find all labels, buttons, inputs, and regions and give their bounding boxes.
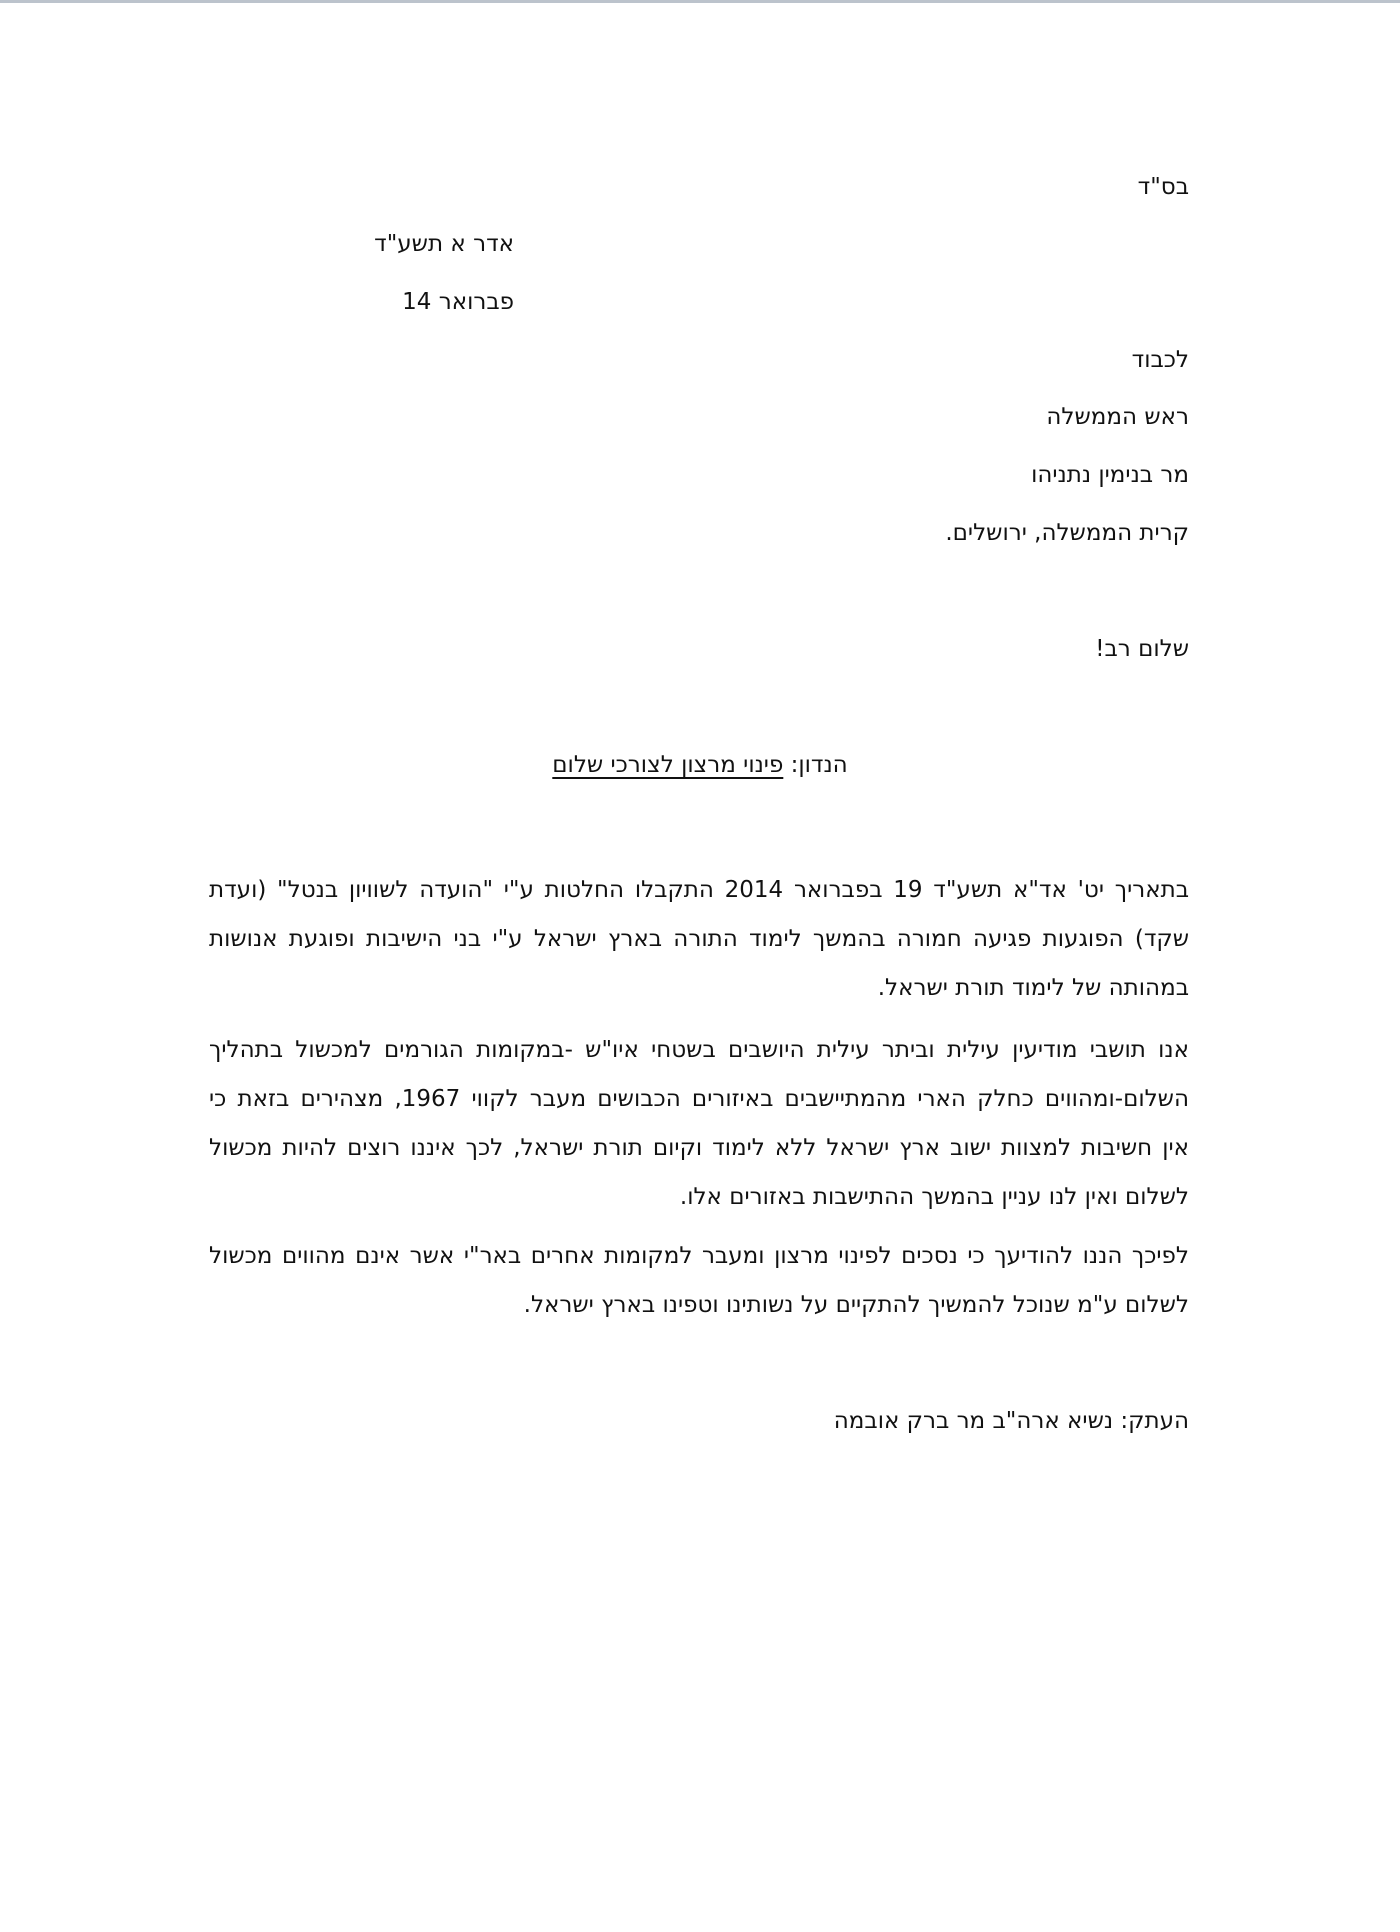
paragraph-1	[209, 866, 1189, 1013]
paragraph-line: לשלום ע"מ שנוכל להמשיך להתקיים על נשותינו וטפינו בארץ ישראל.	[523, 1292, 1189, 1318]
paragraph-line: שקד) הפוגעות פגיעה חמורה בהמשך לימוד התורה בארץ ישראל ע"י בני הישיבות ופוגעת אנושות	[209, 926, 1189, 952]
paragraph-line: לשלום ואין לנו עניין בהמשך ההתישבות באזורים אלו.	[679, 1184, 1189, 1210]
header-blessing: בס"ד	[1137, 174, 1189, 200]
subject-line	[0, 750, 1400, 780]
paragraph-line: במהותה של לימוד תורת ישראל.	[877, 975, 1189, 1001]
subject-text: פינוי מרצון לצורכי שלום	[552, 752, 784, 778]
paragraph-3	[209, 1232, 1189, 1330]
copy-to: העתק: נשיא ארה"ב מר ברק אובמה	[833, 1408, 1189, 1434]
greeting: שלום רב!	[1095, 636, 1189, 662]
recipient-name: מר בנימין נתניהו	[1031, 462, 1189, 488]
paragraph-line: אין חשיבות למצוות ישוב ארץ ישראל ללא לימוד וקיום תורת ישראל, לכך איננו רוצים להיות מכשול	[209, 1135, 1189, 1161]
paragraph-line: השלום-ומהווים כחלק הארי מהמתיישבים באיזורים הכבושים מעבר לקווי 1967, מצהירים בזאת כי	[209, 1086, 1189, 1112]
recipient-address: קרית הממשלה, ירושלים.	[945, 520, 1189, 546]
recipient-title: ראש הממשלה	[1046, 404, 1189, 430]
paragraph-2	[209, 1026, 1189, 1222]
paragraph-line: לפיכך הננו להודיעך כי נסכים לפינוי מרצון ומעבר למקומות אחרים באר"י אשר אינם מהווים מכשול	[209, 1243, 1189, 1269]
hebrew-date: אדר א תשע"ד	[374, 231, 514, 257]
gregorian-date: פברואר 14	[402, 289, 514, 315]
subject-label: הנדון:	[790, 752, 848, 778]
paragraph-line: בתאריך יט' אד"א תשע"ד 19 בפברואר 2014 התקבלו החלטות ע"י "הועדה לשוויון בנטל" (ועדת	[209, 877, 1189, 903]
paragraph-line: אנו תושבי מודיעין עילית וביתר עילית היושבים בשטחי איו"ש -במקומות הגורמים למכשול בתהליך	[209, 1037, 1189, 1063]
recipient-salutation: לכבוד	[1131, 347, 1189, 373]
